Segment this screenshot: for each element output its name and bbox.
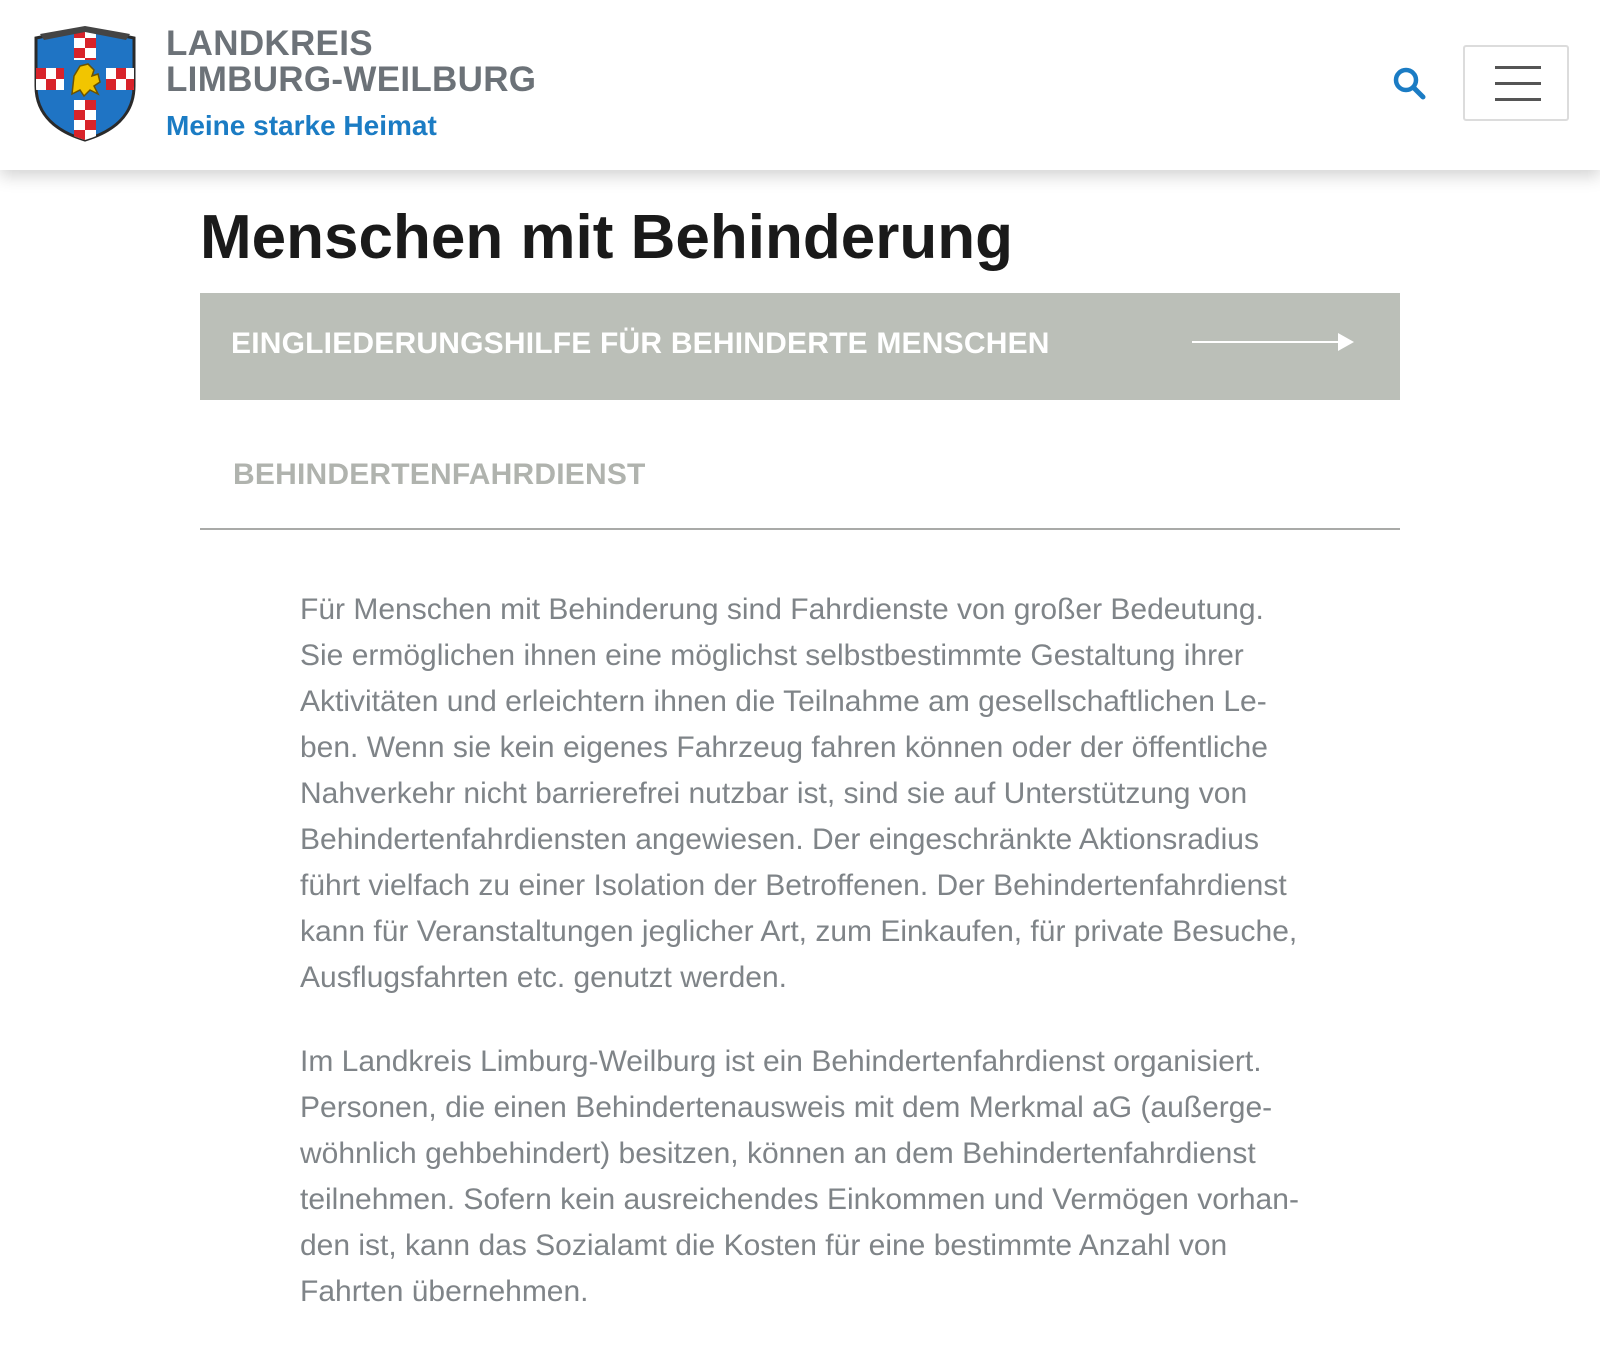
- hamburger-icon-bar: [1495, 98, 1541, 101]
- search-icon: [1392, 66, 1426, 100]
- hamburger-icon-bar: [1495, 82, 1541, 85]
- brand-line-2: LIMBURG-WEILBURG: [166, 60, 537, 99]
- brand-tagline: Meine starke Heimat: [166, 110, 437, 141]
- accordion-behindertenfahrdienst[interactable]: [200, 420, 1400, 530]
- paragraph: Für Menschen mit Behinderung sind Fahrdienste von großer Bedeutung. Sie ermöglichen ihnen eine möglichst selbstbestimmte Gestaltung ihrer Aktivitäten und erleichtern ihnen die Teilnahme am gesellschaftlichen Leben. Wenn sie kein eigenes Fahrzeug fahren können oder der öffentliche Nahverkehr nicht barrierefrei nutzbar ist, sind sie auf Unterstützung von Behindertenfahrdiensten angewiesen. Der eingeschränkte Aktionsradius führt vielfach zu einer Isolation der Betroffenen. Der Behindertenfahrdienst kann für Veranstaltungen jeglicher Art, zum Einkaufen, für private Besuche, Ausflugsfahrten etc. genutzt werden.: [300, 593, 1298, 994]
- accordion-label: BEHINDERTENFAHRDIENST: [233, 458, 646, 491]
- coat-of-arms-icon: [30, 24, 140, 142]
- accordion-label: EINGLIEDERUNGSHILFE FÜR BEHINDERTE MENSCHEN: [231, 327, 1050, 360]
- brand: [166, 26, 536, 142]
- brand-line-1: LANDKREIS: [166, 24, 373, 63]
- logo-link[interactable]: [30, 24, 140, 142]
- hamburger-icon: [1495, 66, 1541, 69]
- article-content: [300, 587, 1310, 1353]
- arrow-right-icon: [1192, 330, 1356, 354]
- accordion-eingliederungshilfe[interactable]: [200, 293, 1400, 400]
- menu-button[interactable]: [1463, 45, 1569, 121]
- page-title: Menschen mit Behinderung: [200, 203, 1013, 272]
- search-button[interactable]: [1392, 66, 1426, 100]
- paragraph: Im Landkreis Limburg-Weilburg ist ein Behindertenfahrdienst organisiert. Personen, die einen Behindertenausweis mit dem Merkmal aG (außergewöhnlich gehbehindert) besitzen, können an dem Behindertenfahrdienst teilnehmen. Sofern kein ausreichendes Einkommen und Vermögen vorhanden ist, kann das Sozialamt die Kosten für eine bestimmte Anzahl von Fahrten übernehmen.: [300, 1045, 1299, 1308]
- site-header: [0, 0, 1600, 170]
